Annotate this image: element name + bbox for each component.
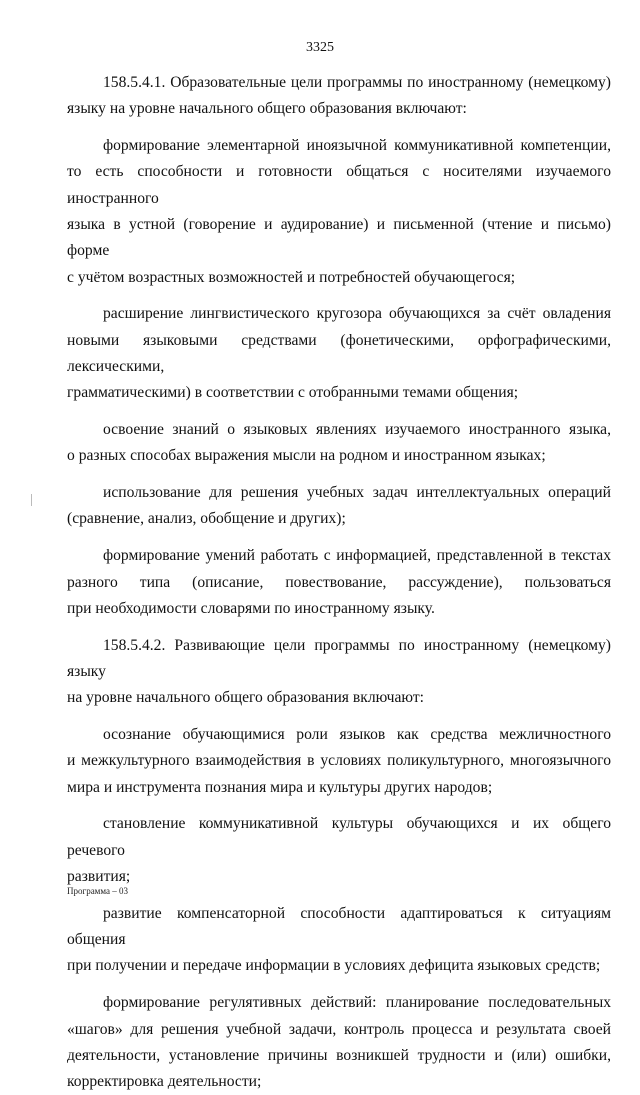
- text-line: (сравнение, анализ, обобщение и других);: [67, 510, 346, 528]
- paragraph-language-knowledge: [67, 417, 611, 470]
- text-line: деятельности, установление причины возникшей трудности и (или) ошибки,: [67, 1046, 611, 1064]
- text-line: разного типа (описание, повествование, рассуждение), пользоваться: [67, 573, 611, 591]
- text-line: использование для решения учебных задач интеллектуальных операций: [103, 484, 611, 502]
- text-line: при необходимости словарями по иностранному языку.: [67, 599, 435, 617]
- text-line: с учётом возрастных возможностей и потребностей обучающегося;: [67, 268, 516, 286]
- text-line: становление коммуникативной культуры обучающихся и их общего речевого: [67, 815, 611, 859]
- body-text: [67, 70, 611, 1095]
- text-line: при получении и передаче информации в условиях дефицита языковых средств;: [67, 957, 601, 975]
- text-line: языка в устной (говорение и аудирование) и письменной (чтение и письмо) форме: [67, 215, 611, 260]
- scan-margin-mark: [31, 494, 32, 506]
- text-line: грамматическими) в соответствии с отобранными темами общения;: [67, 384, 519, 402]
- text-line: 158.5.4.2. Развивающие цели программы по иностранному (немецкому) языку: [67, 636, 611, 680]
- paragraph-regulatory-actions: [67, 990, 611, 1095]
- paragraph-developmental-goals-heading: [67, 633, 611, 712]
- text-line: языку на уровне начального общего образования включают:: [67, 100, 467, 118]
- text-line: новыми языковыми средствами (фонетическими, орфографическими, лексическими,: [67, 331, 611, 375]
- text-line: 158.5.4.1. Образовательные цели программы по иностранному (немецкому): [103, 74, 611, 91]
- text-line: и межкультурного взаимодействия в условиях поликультурного, многоязычного: [67, 752, 611, 770]
- text-line: освоение знаний о языковых явлениях изучаемого иностранного языка,: [103, 421, 611, 439]
- paragraph-educational-goals-heading: [67, 70, 611, 123]
- text-line: формирование регулятивных действий: планирование последовательных: [103, 994, 611, 1012]
- text-line: развития;: [67, 868, 131, 886]
- text-line: расширение лингвистического кругозора обучающихся за счёт овладения: [103, 305, 611, 323]
- footer-label: Программа – 03: [67, 886, 129, 896]
- paragraph-information-skills: [67, 543, 611, 622]
- text-line: мира и инструмента познания мира и культуры других народов;: [67, 778, 493, 796]
- text-line: формирование элементарной иноязычной коммуникативной компетенции,: [103, 137, 611, 155]
- text-line: осознание обучающимися роли языков как средства межличностного: [103, 726, 611, 744]
- paragraph-communicative-culture: [67, 811, 611, 890]
- text-line: развитие компенсаторной способности адаптироваться к ситуациям общения: [67, 904, 611, 949]
- paragraph-compensatory-ability: [67, 901, 611, 980]
- page-number: 3325: [306, 40, 334, 55]
- text-line: на уровне начального общего образования включают:: [67, 689, 425, 707]
- paragraph-role-of-languages: [67, 722, 611, 801]
- paragraph-intellectual-operations: [67, 480, 611, 533]
- text-line: то есть способности и готовности общаться с носителями изучаемого иностранного: [67, 163, 611, 207]
- paragraph-linguistic-horizon: [67, 301, 611, 406]
- text-line: «шагов» для решения учебной задачи, контроль процесса и результата своей: [67, 1020, 611, 1038]
- text-line: о разных способах выражения мысли на родном и иностранном языках;: [67, 447, 546, 465]
- text-line: формирование умений работать с информацией, представленной в текстах: [103, 547, 611, 565]
- paragraph-communicative-competence: [67, 133, 611, 291]
- text-line: корректировка деятельности;: [67, 1073, 262, 1091]
